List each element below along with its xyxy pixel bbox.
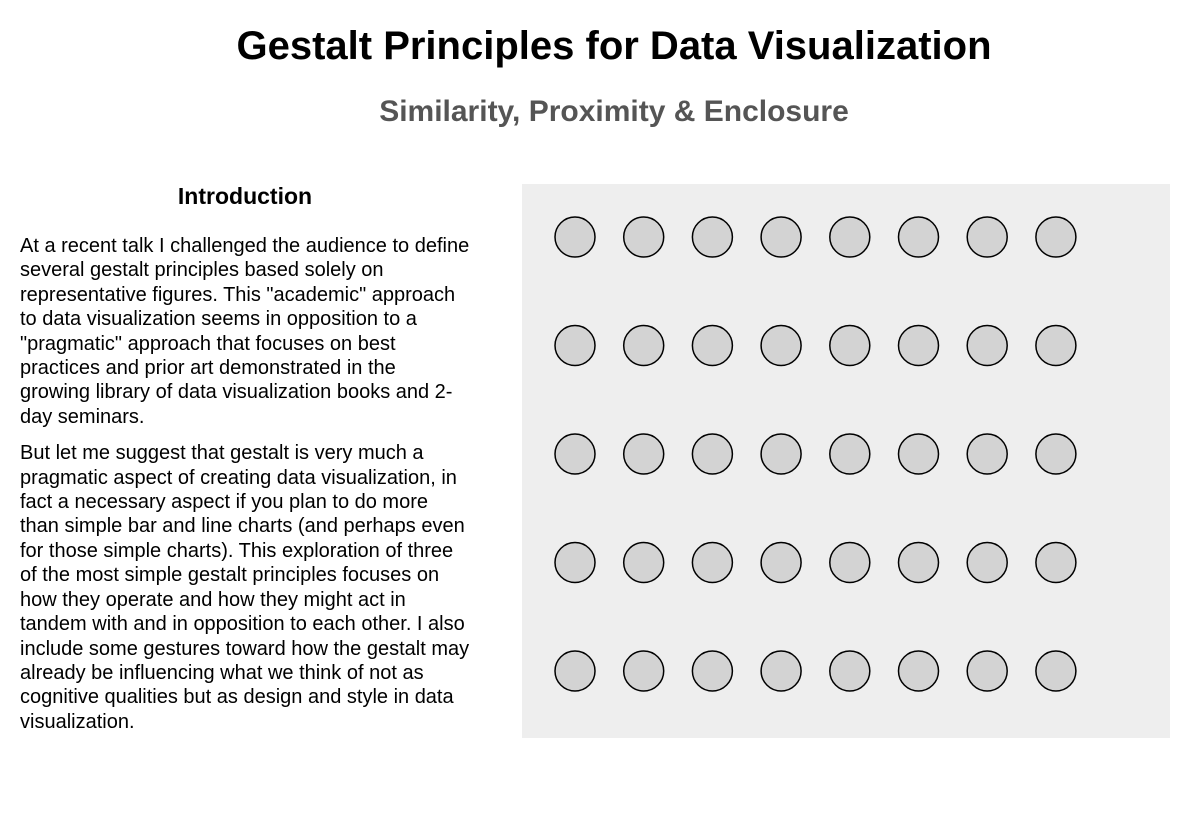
grid-dot [555, 326, 595, 366]
grid-dot [692, 651, 732, 691]
grid-dot [830, 217, 870, 257]
grid-dot [1036, 217, 1076, 257]
grid-dot [692, 217, 732, 257]
page-title: Gestalt Principles for Data Visualization [236, 24, 992, 68]
grid-dot [967, 434, 1007, 474]
grid-dot [967, 326, 1007, 366]
grid-dot [624, 217, 664, 257]
grid-dot [624, 326, 664, 366]
grid-dot [1036, 326, 1076, 366]
grid-dot [899, 651, 939, 691]
grid-dot [761, 543, 801, 583]
grid-dot [761, 434, 801, 474]
grid-dot [624, 651, 664, 691]
grid-dot [967, 217, 1007, 257]
grid-dot [830, 651, 870, 691]
grid-dot [899, 543, 939, 583]
grid-dot [692, 434, 732, 474]
grid-dot [830, 434, 870, 474]
grid-dot [1036, 543, 1076, 583]
grid-dot [692, 543, 732, 583]
grid-dot [555, 434, 595, 474]
grid-dot [830, 543, 870, 583]
grid-dot [624, 434, 664, 474]
intro-sidebar [20, 182, 470, 746]
intro-paragraph-1: At a recent talk I challenged the audience to define several gestalt principles based solely on representative figures. This "academic" approach to data visualization seems in opposition to a "pragmatic" approach that focuses on best practices and prior art demonstrated in the growing library of data visualization books and 2-day seminars. [20, 235, 470, 428]
grid-dot [761, 217, 801, 257]
grid-dot [967, 651, 1007, 691]
grid-dot [761, 651, 801, 691]
grid-dot [899, 434, 939, 474]
grid-dot [555, 651, 595, 691]
grid-dot [899, 217, 939, 257]
grid-dot [830, 326, 870, 366]
intro-paragraph-2: But let me suggest that gestalt is very much a pragmatic aspect of creating data visualization, in fact a necessary aspect if you plan to do more than simple bar and line charts (and perhaps even for those simple charts). This exploration of three of the most simple gestalt principles focuses on how they operate and how they might act in tandem with and in opposition to each other. I also include some gestures toward how the gestalt may already be influencing what we think of not as cognitive qualities but as design and style in data visualization. [20, 442, 470, 733]
grid-dot [692, 326, 732, 366]
grid-dot [624, 543, 664, 583]
grid-dot [1036, 434, 1076, 474]
grid-dot [899, 326, 939, 366]
dot-grid-panel [522, 184, 1170, 738]
grid-dot [1036, 651, 1076, 691]
page-subtitle: Similarity, Proximity & Enclosure [379, 95, 849, 128]
grid-dot [967, 543, 1007, 583]
grid-dot [761, 326, 801, 366]
dot-grid [522, 184, 1170, 738]
intro-heading: Introduction [177, 183, 313, 209]
grid-dot [555, 217, 595, 257]
grid-dot [555, 543, 595, 583]
